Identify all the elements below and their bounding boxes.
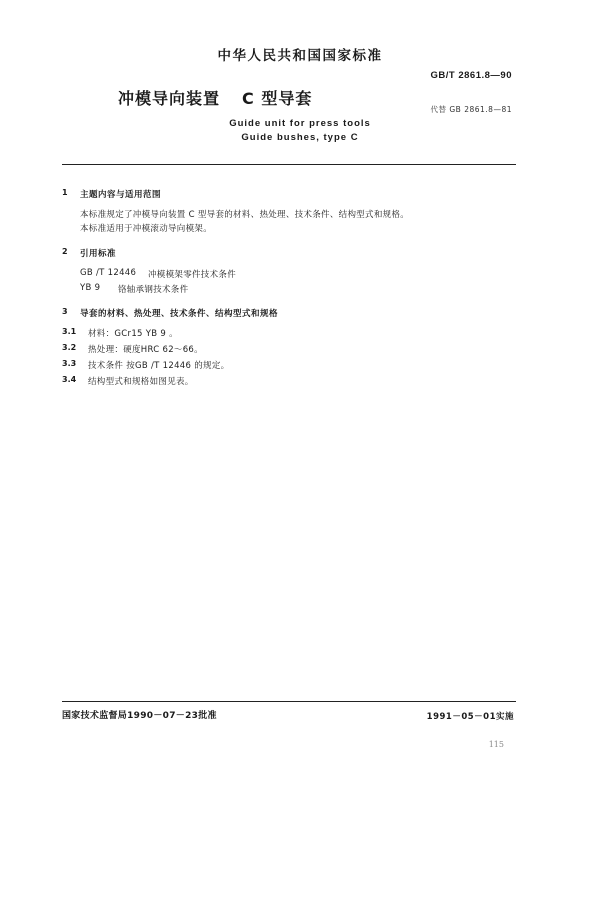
- title-chinese-part2: C 型导套: [242, 89, 313, 108]
- clause-3-1-number: 3.1: [62, 327, 77, 336]
- section-3-number: 3: [62, 307, 68, 316]
- implementation-date: 1991－05－01实施: [426, 712, 514, 722]
- title-chinese: [118, 86, 312, 109]
- replaces-note: 代替 GB 2861.8—81: [430, 105, 512, 114]
- title-chinese-part1: 冲模导向装置: [118, 89, 221, 108]
- clause-3-4-number: 3.4: [62, 375, 77, 384]
- approval-date: 国家技术监督局1990－07－23批准: [62, 711, 217, 721]
- clause-3-2-number: 3.2: [62, 343, 77, 352]
- reference-2-name: 铬轴承钢技术条件: [118, 285, 189, 295]
- section-1-number: 1: [62, 188, 68, 197]
- page-number: 115: [488, 740, 504, 749]
- standard-organization: 中华人民共和国国家标准: [217, 48, 383, 64]
- header-rule: [62, 164, 516, 165]
- clause-3-2-text: 热处理：硬度HRC 62～66。: [88, 345, 203, 355]
- footer-rule: [62, 701, 516, 702]
- clause-3-4-text: 结构型式和规格如图见表。: [88, 377, 194, 387]
- reference-2-code: YB 9: [80, 283, 101, 293]
- clause-3-1-text: 材料：GCr15 YB 9 。: [88, 329, 178, 339]
- title-english-line2: Guide bushes, type C: [241, 132, 359, 143]
- section-1-title: 主题内容与适用范围: [80, 190, 162, 200]
- section-2-title: 引用标准: [80, 249, 117, 259]
- section-1-paragraph-2: 本标准适用于冲模滚动导向模架。: [80, 224, 213, 234]
- reference-1-code: GB /T 12446: [80, 268, 137, 278]
- standard-number: GB/T 2861.8—90: [430, 70, 512, 81]
- title-english-line1: Guide unit for press tools: [229, 118, 371, 129]
- clause-3-3-number: 3.3: [62, 359, 77, 368]
- section-3-title: 导套的材料、热处理、技术条件、结构型式和规格: [80, 309, 279, 319]
- clause-3-3-text: 技术条件 按GB /T 12446 的规定。: [88, 361, 230, 371]
- reference-1-name: 冲模模架零件技术条件: [148, 270, 237, 280]
- section-2-number: 2: [62, 247, 68, 256]
- section-1-paragraph-1: 本标准规定了冲模导向装置 C 型导套的材料、热处理、技术条件、结构型式和规格。: [80, 210, 410, 220]
